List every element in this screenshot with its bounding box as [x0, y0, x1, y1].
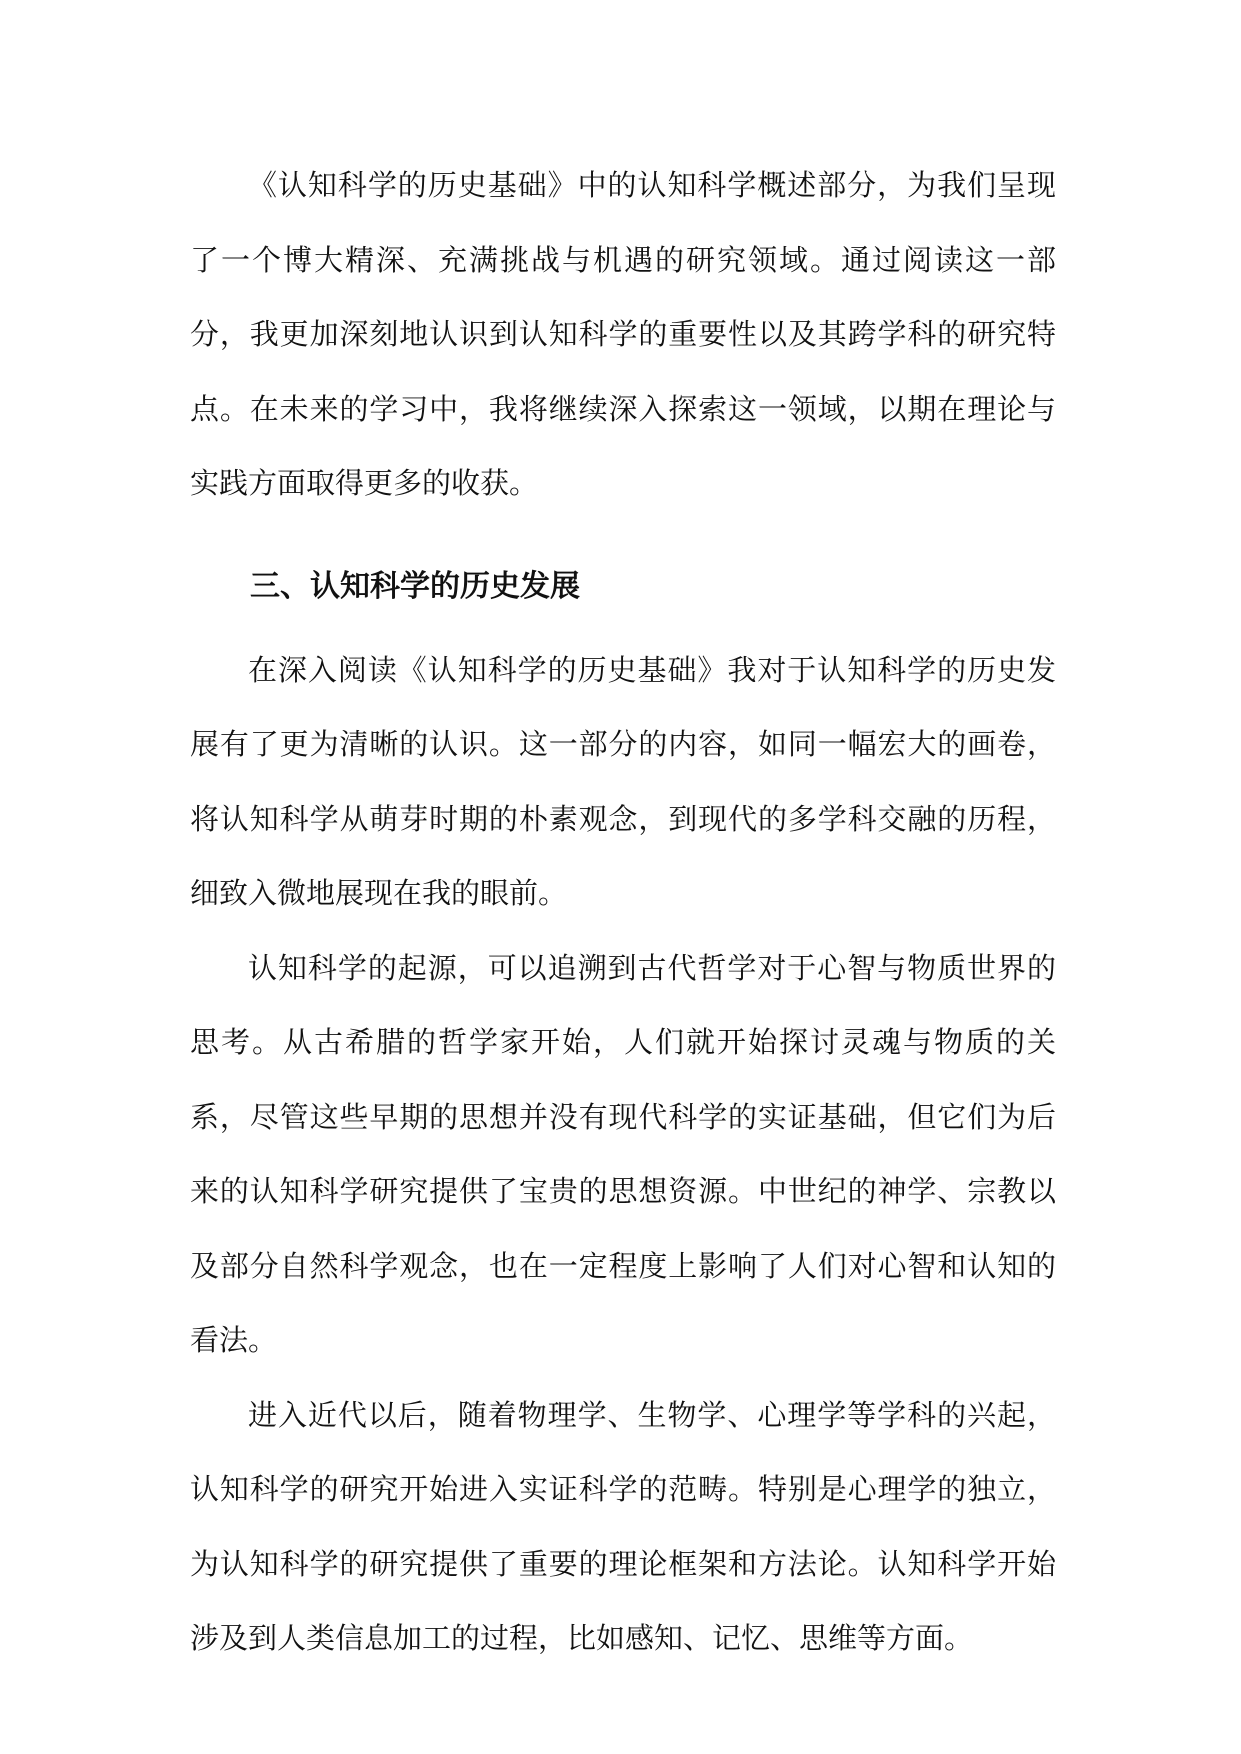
body-paragraph: 进入近代以后，随着物理学、生物学、心理学等学科的兴起，认知科学的研究开始进入实证科学的范畴。特别是心理学的独立，为认知科学的研究提供了重要的理论框架和方法论。认知科学开始涉及到人类信息加工的过程，比如感知、记忆、思维等方面。	[190, 1397, 1056, 1655]
body-paragraph: 认知科学的起源，可以追溯到古代哲学对于心智与物质世界的思考。从古希腊的哲学家开始，人们就开始探讨灵魂与物质的关系，尽管这些早期的思想并没有现代科学的实证基础，但它们为后来的认知科学研究提供了宝贵的思想资源。中世纪的神学、宗教以及部分自然科学观念，也在一定程度上影响了人们对心智和认知的看法。	[190, 950, 1056, 1357]
intro-paragraph: 《认知科学的历史基础》中的认知科学概述部分，为我们呈现了一个博大精深、充满挑战与机遇的研究领域。通过阅读这一部分，我更加深刻地认识到认知科学的重要性以及其跨学科的研究特点。在未来的学习中，我将继续深入探索这一领域，以期在理论与实践方面取得更多的收获。	[190, 168, 1056, 500]
section-heading: 三、认知科学的历史发展	[250, 568, 580, 604]
body-paragraph: 在深入阅读《认知科学的历史基础》我对于认知科学的历史发展有了更为清晰的认识。这一部分的内容，如同一幅宏大的画卷，将认知科学从萌芽时期的朴素观念，到现代的多学科交融的历程，细致入微地展现在我的眼前。	[190, 652, 1056, 910]
document-body	[190, 148, 1056, 1676]
